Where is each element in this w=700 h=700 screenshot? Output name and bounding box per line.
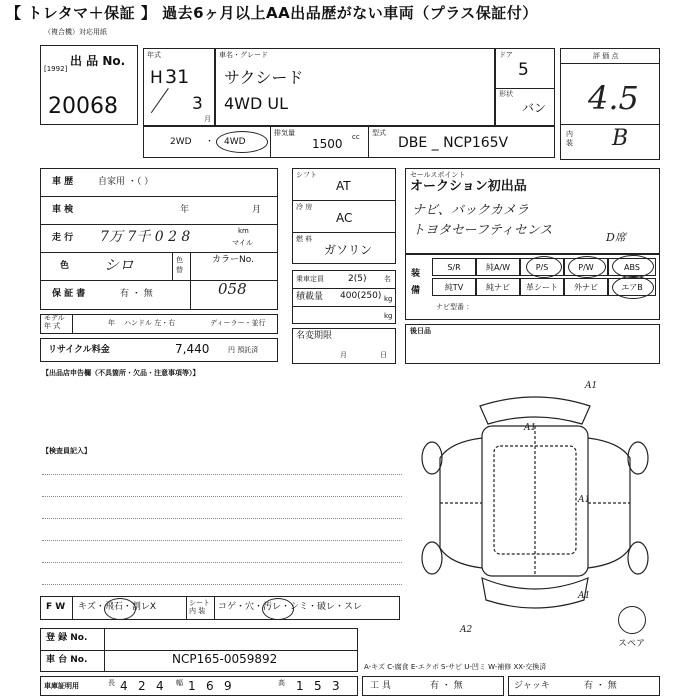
displacement-unit: cc [352,133,360,141]
equip-airbag-circle [612,276,654,299]
spec-line-2 [292,232,396,233]
model-grade: 4WD UL [224,94,289,113]
door-divider [495,88,555,89]
color-no-value: 058 [218,280,247,298]
displacement-divider [368,126,369,158]
note-line-4 [42,540,402,541]
header-title: 【 トレタマ＋保証 】 過去6ヶ月以上AA出品歴がない車両（プラス保証付） [6,4,538,22]
sales-point-headline: オークション初出品 [410,179,527,194]
equip-pw-circle [568,256,606,278]
inspection-label: 車 検 [52,205,74,215]
lot-label: 出 品 No. [70,54,126,68]
equip-aw: 純A/W [476,258,520,276]
sales-point-note: D席 [606,231,626,244]
lot-number: 20068 [48,94,118,119]
equip-ext-navi: 外ナビ [564,278,608,296]
seat-label: シート 内 装 [189,599,210,616]
sales-point-line-2: トヨタセーフティセンス [412,223,553,238]
recycle-value: 7,440 [175,342,210,356]
info-row-line-1 [40,196,278,197]
equip-navi: 純ナビ [476,278,520,296]
header-subtitle: （複合機）対応用紙 [44,28,107,36]
equip-sr: S/R [432,258,476,276]
damage-mark-4: A1 [578,591,591,601]
chassis-label: 車 台 No. [46,655,88,665]
cert-mark-length: 長 [108,679,115,687]
spec-line-1 [292,200,396,201]
doors-label: ドア [499,51,513,59]
model-label: 車名・グレード [219,51,268,59]
capacity-value: 2(5) [348,274,367,284]
year-era: H [150,68,163,88]
doors-value: 5 [518,60,529,80]
damage-mark-3: A1 [578,495,591,505]
sales-point-line-1: ナビ、バックカメラ [412,203,529,218]
inspector-label: 【検査員記入】 [42,447,91,455]
load-label: 積載量 [296,292,324,302]
note-line-6 [42,584,402,585]
year-month: 3 [192,94,203,114]
lot-small: [1992] [44,65,68,73]
warranty-value: 有 ・ 無 [120,289,153,299]
damage-mark-5: A2 [460,625,473,635]
mileage-label: 走 行 [52,233,74,243]
tools-value: 有 ・ 無 [430,681,463,691]
equip-airbag: エアB [608,278,656,296]
capacity-label: 乗車定員 [296,275,324,283]
history-value: 自家用 ・（ ） [98,177,154,187]
color-value: シロ [104,256,135,274]
deadline-day: 日 [380,351,387,359]
color-label: 色 [60,261,70,271]
seat-stain-circle [262,598,294,620]
interior-label: 内 装 [566,130,573,148]
cert-mark-width: 幅 [176,679,183,687]
type-value: DBE _ NCP165V [398,135,509,151]
mileage-unit-mile: マイル [232,239,253,247]
cert-digit-6: 9 [224,679,232,693]
equip-abs: ABS [608,258,656,276]
model-year-year: 年 [108,319,115,327]
weight-unit: kg [384,312,393,320]
damage-mark-1: A1 [585,381,598,391]
rating-value: 4.5 [588,79,639,117]
ac-value: AC [336,211,353,225]
drive-sep: ・ [205,137,215,147]
model-year-handle: ハンドル 左・右 [124,319,176,327]
shape-value: バン [522,101,547,115]
interior-divider [560,124,660,125]
ac-label: 冷 房 [296,203,313,211]
spare-tire-icon [618,606,646,634]
load-value: 400(250) [340,291,382,301]
inspection-month: 月 [252,205,262,215]
cert-digit-3: 4 [156,679,164,693]
after-install-label: 後日品 [410,327,431,335]
displacement-value: 1500 [312,137,343,151]
seat-divider-1 [186,596,187,620]
drive-two: 2WD [170,137,192,147]
fw-value: キズ・飛石・割レX [78,602,156,612]
cert-digit-1: 4 [120,679,128,693]
capacity-line-2 [292,306,396,307]
seller-notes-label: 【出品店申告欄（不具箇所・欠品・注意事項等）】 [42,369,200,377]
reg-no-label: 登 録 No. [46,633,88,643]
cert-digit-9: 3 [332,679,340,693]
equip-ps-circle [526,256,562,278]
damage-mark-2: A1 [524,423,537,433]
deadline-month: 月 [340,351,347,359]
year-month-unit: 月 [204,115,211,123]
equipment-label: 装 備 [411,269,421,297]
info-row-line-2 [40,224,278,225]
capacity-unit: 名 [384,275,391,283]
jack-label: ジャッキ [514,681,550,691]
note-line-5 [42,562,402,563]
seat-divider-2 [214,596,215,620]
equip-tv: 純TV [432,278,476,296]
after-install-box [405,324,660,364]
drive-four: 4WD [224,137,246,147]
shift-label: シフト [296,171,317,179]
chassis-value: NCP165-0059892 [172,652,278,666]
color-divider-1 [172,252,173,280]
model-box [215,48,495,126]
warranty-label: 保 証 書 [52,289,86,299]
fw-chip-circle [104,598,136,620]
reg-line [40,650,358,651]
mileage-value: 7万 7千 0 2 8 [100,229,191,245]
year-label: 年式 [147,51,161,59]
capacity-line-1 [292,288,396,289]
type-label: 型式 [372,129,386,137]
model-name: サクシード [224,68,304,87]
model-year-dealer: ディーラー・並行 [210,319,266,327]
displacement-label: 排気量 [274,129,295,137]
navi-model-label: ナビ型番 ： [436,303,474,311]
color-change-label: 色 替 [176,256,183,274]
tools-label: 工 具 [370,681,391,691]
cert-digit-4: 1 [188,679,196,693]
legend-text: A-キズ C-腐食 E-エクボ S-サビ U-凹ミ W-補修 XX-交換済 [364,663,547,671]
model-year-divider [72,314,73,334]
fuel-value: ガソリン [324,243,373,257]
cert-digit-5: 6 [206,679,214,693]
reg-divider [104,628,105,672]
info-row-line-3 [40,252,278,253]
car-diagram [410,378,660,628]
rating-divider [560,63,660,64]
recycle-label: リサイクル料金 [48,345,110,355]
recycle-unit: 円 預託済 [228,346,259,354]
cert-digit-7: 1 [296,679,304,693]
fw-divider [72,596,73,620]
color-divider-2 [190,252,191,310]
cert-mark-height: 高 [278,679,285,687]
cert-row [40,676,358,696]
shape-label: 形状 [499,90,513,98]
equip-abs-circle [612,255,654,278]
cert-digit-2: 2 [138,679,146,693]
inspection-year: 年 [180,205,190,215]
note-line-3 [42,518,402,519]
year-value: 31 [165,66,190,88]
shift-value: AT [336,179,351,193]
load-unit: kg [384,295,393,303]
fw-label: F W [46,602,66,612]
sales-point-label: セールスポイント [410,171,466,179]
interior-value: B [612,126,629,151]
mileage-unit-km: km [238,227,249,235]
fuel-label: 燃 料 [296,235,313,243]
cert-digit-8: 5 [314,679,322,693]
jack-value: 有 ・ 無 [584,681,617,691]
color-no-label: カラーNo. [212,255,254,265]
equip-pw: P/W [564,258,608,276]
equip-ps: P/S [520,258,564,276]
seat-value: コゲ・穴・汚レ・シミ・破レ・スレ [218,602,363,612]
note-line-1 [42,474,402,475]
drive-divider [270,126,271,158]
spare-label: スペア [618,639,646,649]
equip-leather: 革シート [520,278,564,296]
cert-label: 車庫証明用 [44,682,79,690]
rating-label: 評 価 点 [593,52,619,60]
deadline-label: 名変期限 [296,331,333,341]
model-year-label: モデル 年 式 [44,314,65,330]
drive-four-circle [216,131,268,153]
history-label: 車 歴 [52,177,74,187]
note-line-2 [42,496,402,497]
